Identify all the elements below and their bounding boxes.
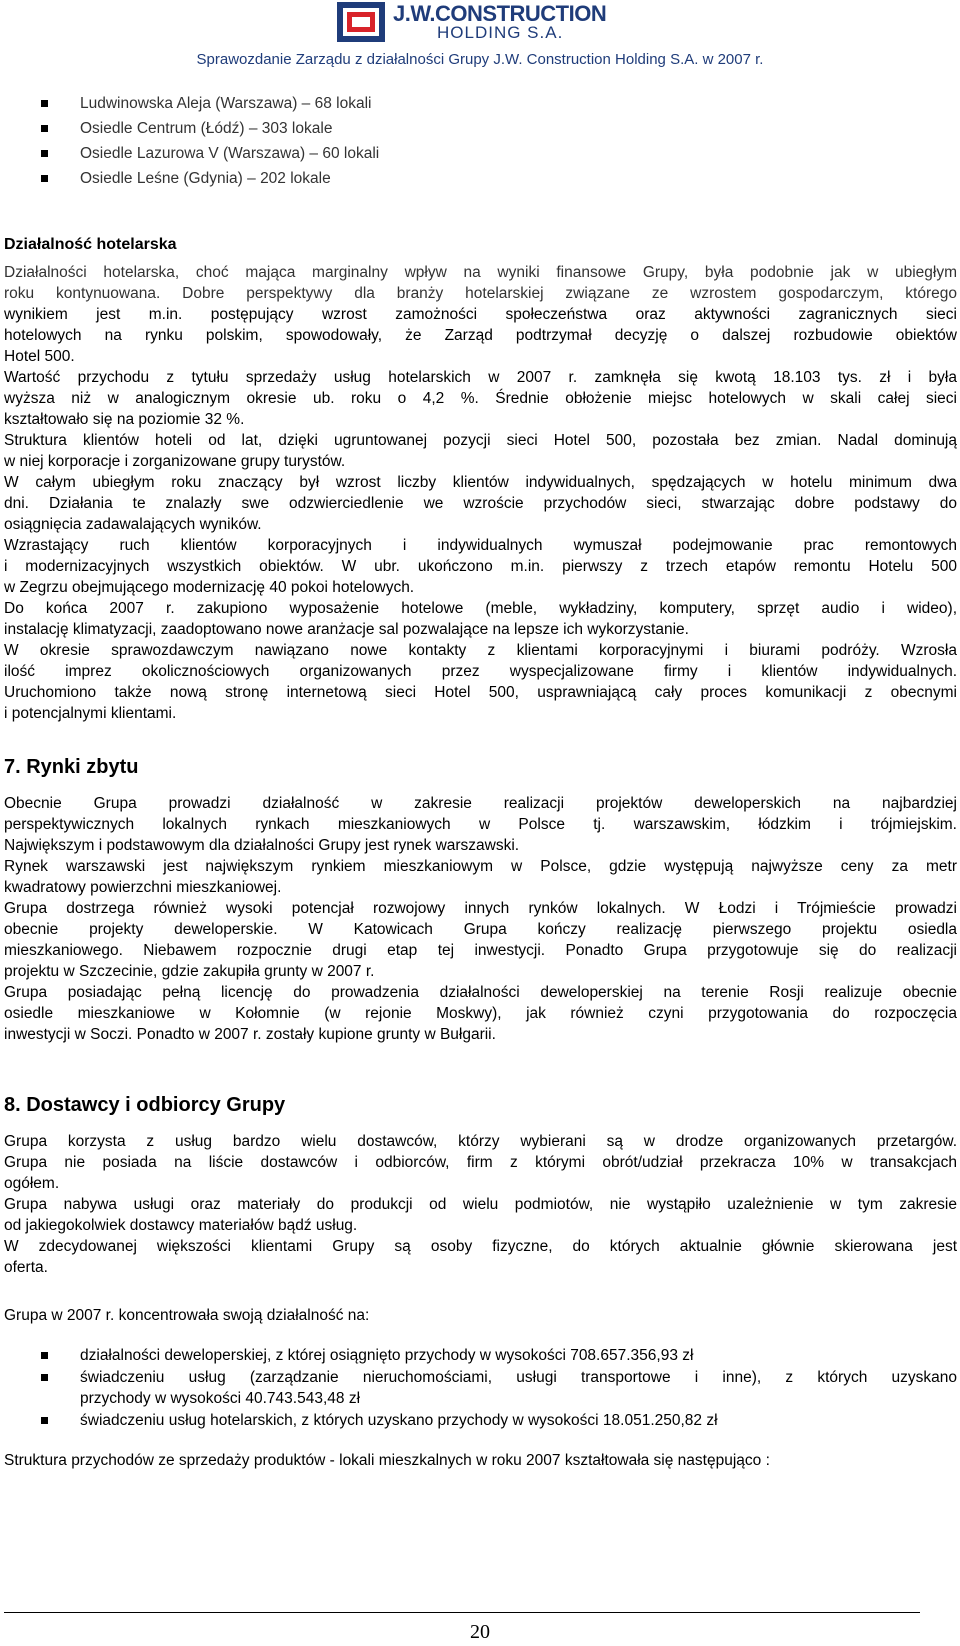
section-7-line: inwestycji w Soczi. Ponadto w 2007 r. zostały kupione grunty w Bułgarii. — [4, 1026, 496, 1043]
section-8-line: W zdecydowanej większości klientami Grupy są osoby fizyczne, do których aktualnie głównie skierowana jest — [4, 1238, 957, 1255]
section-7-line: Rynek warszawski jest największym rynkiem mieszkaniowym w Polsce, gdzie występują najwyższe ceny za metr — [4, 858, 957, 875]
square-bullet-icon — [41, 150, 48, 157]
section-8-line: Grupa nabywa usługi oraz materiały do produkcji od wielu podmiotów, nie wystąpiło uzależnienie w tym zakresie — [4, 1196, 957, 1213]
logo-mark-icon — [337, 2, 385, 42]
hotel-line: wynikiem jest m.in. postępujący wzrost zamożności społeczeństwa oraz aktywności zagranicznych sieci — [4, 306, 957, 323]
hotel-line: w niej korporacje i zorganizowane grupy turystów. — [4, 453, 346, 470]
hotel-line: Działalności hotelarska, choć mająca marginalny wpływ na wyniki finansowe Grupy, była podobnie jak w ubiegłym — [4, 264, 957, 281]
section-7-line: mieszkaniowego. Niebawem rozpocznie drugi etap tej inwestycji. Ponadto Grupa przygotowuje się do realizacji — [4, 942, 957, 959]
revenue-structure-intro: Struktura przychodów ze sprzedaży produktów - lokali mieszkalnych w roku 2007 kształtowała się następująco : — [4, 1452, 770, 1469]
hotel-line: Do końca 2007 r. zakupiono wyposażenie hotelowe (meble, wykładziny, komputery, sprzęt audio i wideo), — [4, 600, 957, 617]
section-7-line: osiedle mieszkaniowe w Kołomnie (w rejonie Moskwy), jak również czyni przygotowania do rozpoczęcia — [4, 1005, 957, 1022]
hotel-line: ilość imprez okolicznościowych organizowanych przez wyspecjalizowane firmy i klientów indywidualnych. — [4, 663, 957, 680]
hotel-line: dni. Działania te znalazły swe odzwierciedlenie we wzroście przychodów sieci, stwarzając dobre podstawy do — [4, 495, 957, 512]
section-8-line: od jakiegokolwiek dostawcy materiałów bądź usług. — [4, 1217, 358, 1234]
section-7-heading: 7. Rynki zbytu — [4, 756, 139, 778]
hotel-line: Uruchomiono także nową stronę internetową sieci Hotel 500, usprawniającą cały proces komunikacji z obecnymi — [4, 684, 957, 701]
hotel-line: hotelowych na rynku polskim, spowodowały, że Zarząd podtrzymał decyzję o dalszej rozbudowie obiektów — [4, 327, 957, 344]
document-page: J.W.CONSTRUCTION HOLDING S.A. Sprawozdanie Zarządu z działalności Grupy J.W. Construction Holding S.A. w 2007 r. Ludwinowska Aleja (Warszawa) – 68 lokali Osiedle Centrum (Łódź) – 303 lokale Osiedle Lazurowa V (Warszawa) – 60 lokali Osiedle Leśne (Gdynia) – 202 lokale Działalność hotelarska Działalności hotelarska, choć mająca marginalny wpływ na wyniki finansowe Grupy, była podobnie jak w ubiegłym roku kontynuowana. Dobre perspektywy dla branży hotelarskiej związane ze wzrostem gospodarczym, którego wynikiem jest m.in. postępujący wzrost zamożności społeczeństwa oraz aktywności zagranicznych sieci hotelowych na rynku polskim, spowodowały, że Zarząd podtrzymał decyzję o dalszej rozbudowie obiektów Hotel 500. Wartość przychodu z tytułu sprzedaży usług hotelarskich w 2007 r. zamknęła się kwotą 18.103 tys. zł i była wyższa niż w analogicznym okresie ub. roku o 4,2 %. Średnie obłożenie miejsc hotelowych w skali całej sieci kształtowało się na poziomie 32 %. Struktura klientów hoteli od lat, dzięki ugruntowanej pozycji sieci Hotel 500, pozostała bez zmian. Nadal dominują w niej korporacje i zorganizowane grupy turystów. W całym ubiegłym roku znaczący był wzrost liczby klientów indywidualnych, spędzających w hotelu minimum dwa dni. Działania te znalazły swe odzwierciedlenie we wzroście przychodów sieci, stwarzając dobre podstawy do osiągnięcia zadawalających wyników. Wzrastający ruch klientów korporacyjnych i indywidualnych wymuszał podejmowanie prac remontowych i modernizacyjnych wszystkich obiektów. W ubr. ukończono m.in. pierwszy z trzech etapów remontu Hotelu 500 w Zegrzu obejmującego modernizację 40 pokoi hotelowych. Do końca 2007 r. zakupiono wyposażenie hotelowe (meble, wykładziny, komputery, sprzęt audio i wideo), instalację klimatyzacji, zaadoptowano nowe aranżacje sal pozwalające na lepsze ich wykorzystanie. W okresie sprawozdawczym nawiązano nowe kontakty z klientami korporacyjnymi i biurami podróży. Wzrosła ilość imprez okolicznościowych organizowanych przez wyspecjalizowane firmy i klientów indywidualnych. Uruchomiono także nową stronę internetową sieci Hotel 500, usprawniającą cały proces komunikacji z obecnymi i potencjalnymi klientami. 7. Rynki zbytu Obecnie Grupa prowadzi działalność w zakresie realizacji projektów deweloperskich na najbardziej perspektywicznych lokalnych rynkach mieszkaniowych w Polsce tj. warszawskim, łódzkim i trójmiejskim. Największym i podstawowym dla działalności Grupy jest rynek warszawski. Rynek warszawski jest największym rynkiem mieszkaniowym w Polsce, gdzie występują najwyższe ceny za metr kwadratowy powierzchni mieszkaniowej. Grupa dostrzega również wysoki potencjał rozwojowy innych rynków lokalnych. W Łodzi i Trójmieście prowadzi obecnie projekty deweloperskie. W Katowicach Grupa kończy realizację pierwszego projektu osiedla mieszkaniowego. Niebawem rozpocznie drugi etap tej inwestycji. Ponadto Grupa przygotowuje się do realizacji projektu w Szczecinie, gdzie zakupiła grunty w 2007 r. Grupa posiadając pełną licencję do prowadzenia działalności deweloperskiej na terenie Rosji realizuje obecnie osiedle mieszkaniowe w Kołomnie (w rejonie Moskwy), jak również czyni przygotowania do rozpoczęcia inwestycji w Soczi. Ponadto w 2007 r. zostały kupione grunty w Bułgarii. 8. Dostawcy i odbiorcy Grupy Grupa korzysta z usług bardzo wielu dostawców, którzy wybierani są w drodze organizowanych przetargów. Grupa nie posiada na liście dostawców i odbiorców, firm z którymi obrót/udział przekracza 10% w transakcjach ogółem. Grupa nabywa usługi oraz materiały do produkcji od wielu podmiotów, nie wystąpiło uzależnienie w tym zakresie od jakiegokolwiek dostawcy materiałów bądź usług. W zdecydowanej większości klientami Grupy są osoby fizyczne, do których aktualnie głównie skierowana jest oferta. Grupa w 2007 r. koncentrowała swoją działalność na: działalności deweloperskiej, z której osiągnięto przychody w wysokości 708.657.356,93 zł świadczeniu usług (zarządzanie nieruchomościami, usługi transportowe i inne), z których uzyskano przychody w wysokości 40.743.543,48 zł świadczeniu usług hotelarskich, z których uzyskano przychody w wysokości 18.051.250,82 zł Struktura przychodów ze sprzedaży produktów - lokali mieszkalnych w roku 2007 kształtowała się następująco : 20 — [0, 0, 960, 1646]
hotel-line: Wzrastający ruch klientów korporacyjnych i indywidualnych wymuszał podejmowanie prac remontowych — [4, 537, 957, 554]
logo-brand-line1: J.W.CONSTRUCTION — [393, 1, 607, 26]
page-number: 20 — [470, 1621, 490, 1643]
footer-divider — [4, 1612, 920, 1613]
focus-intro: Grupa w 2007 r. koncentrowała swoją działalność na: — [4, 1307, 370, 1324]
hotel-line: W całym ubiegłym roku znaczący był wzrost liczby klientów indywidualnych, spędzających w hotelu minimum dwa — [4, 474, 957, 491]
hotel-line: i potencjalnymi klientami. — [4, 705, 177, 722]
logo-brand-line2: HOLDING S.A. — [437, 23, 564, 42]
square-bullet-icon — [41, 1417, 48, 1424]
section-7-line: obecnie projekty deweloperskie. W Katowicach Grupa kończy realizację pierwszego projektu osiedla — [4, 921, 957, 938]
section-7-line: Obecnie Grupa prowadzi działalność w zakresie realizacji projektów deweloperskich na najbardziej — [4, 795, 957, 812]
square-bullet-icon — [41, 100, 48, 107]
hotel-line: i modernizacyjnych wszystkich obiektów. W ubr. ukończono m.in. pierwszy z trzech etapów remontu Hotelu 500 — [4, 558, 957, 575]
hotel-line: Struktura klientów hoteli od lat, dzięki ugruntowanej pozycji sieci Hotel 500, pozostała bez zmian. Nadal dominują — [4, 432, 957, 449]
hotel-line: osiągnięcia zadawalających wyników. — [4, 516, 262, 533]
square-bullet-icon — [41, 1374, 48, 1381]
section-7-line: projektu w Szczecinie, gdzie zakupiła grunty w 2007 r. — [4, 963, 375, 980]
company-logo — [337, 2, 627, 42]
hotel-line: Hotel 500. — [4, 348, 75, 365]
hotel-line: wyższa niż w analogicznym okresie ub. roku o 4,2 %. Średnie obłożenie miejsc hotelowych w skali całej sieci — [4, 390, 957, 407]
section-7-line: Grupa posiadając pełną licencję do prowadzenia działalności deweloperskiej na terenie Rosji realizuje obecnie — [4, 984, 957, 1001]
square-bullet-icon — [41, 175, 48, 182]
hotel-line: instalację klimatyzacji, zaadoptowano nowe aranżacje sal pozwalające na lepsze ich wykorzystanie. — [4, 621, 689, 638]
section-8-line: oferta. — [4, 1259, 48, 1276]
section-7-line: kwadratowy powierzchni mieszkaniowej. — [4, 879, 282, 896]
report-title: Sprawozdanie Zarządu z działalności Grupy J.W. Construction Holding S.A. w 2007 r. — [196, 51, 764, 68]
square-bullet-icon — [41, 125, 48, 132]
section-8-heading: 8. Dostawcy i odbiorcy Grupy — [4, 1094, 286, 1116]
section-7-line: Grupa dostrzega również wysoki potencjał rozwojowy innych rynków lokalnych. W Łodzi i Trójmieście prowadzi — [4, 900, 957, 917]
hotel-heading: Działalność hotelarska — [4, 236, 177, 253]
hotel-line: Wartość przychodu z tytułu sprzedaży usług hotelarskich w 2007 r. zamknęła się kwotą 18.103 tys. zł i była — [4, 369, 957, 386]
section-7-line: perspektywicznych lokalnych rynkach mieszkaniowych w Polsce tj. warszawskim, łódzkim i trójmiejskim. — [4, 816, 957, 833]
section-7-line: Największym i podstawowym dla działalności Grupy jest rynek warszawski. — [4, 837, 520, 854]
page-header — [0, 0, 960, 72]
section-8-line: Grupa nie posiada na liście dostawców i odbiorców, firm z którymi obrót/udział przekracza 10% w transakcjach — [4, 1154, 957, 1171]
section-8-line: Grupa korzysta z usług bardzo wielu dostawców, którzy wybierani są w drodze organizowanych przetargów. — [4, 1133, 957, 1150]
section-8-line: ogółem. — [4, 1175, 60, 1192]
hotel-line: roku kontynuowana. Dobre perspektywy dla branży hotelarskiej związane ze wzrostem gospodarczym, którego — [4, 285, 957, 302]
hotel-line: kształtowało się na poziomie 32 %. — [4, 411, 245, 428]
hotel-line: w Zegrzu obejmującego modernizację 40 pokoi hotelowych. — [4, 579, 415, 596]
hotel-line: W okresie sprawozdawczym nawiązano nowe kontakty z klientami korporacyjnymi i biurami podróży. Wzrosła — [4, 642, 957, 659]
square-bullet-icon — [41, 1352, 48, 1359]
